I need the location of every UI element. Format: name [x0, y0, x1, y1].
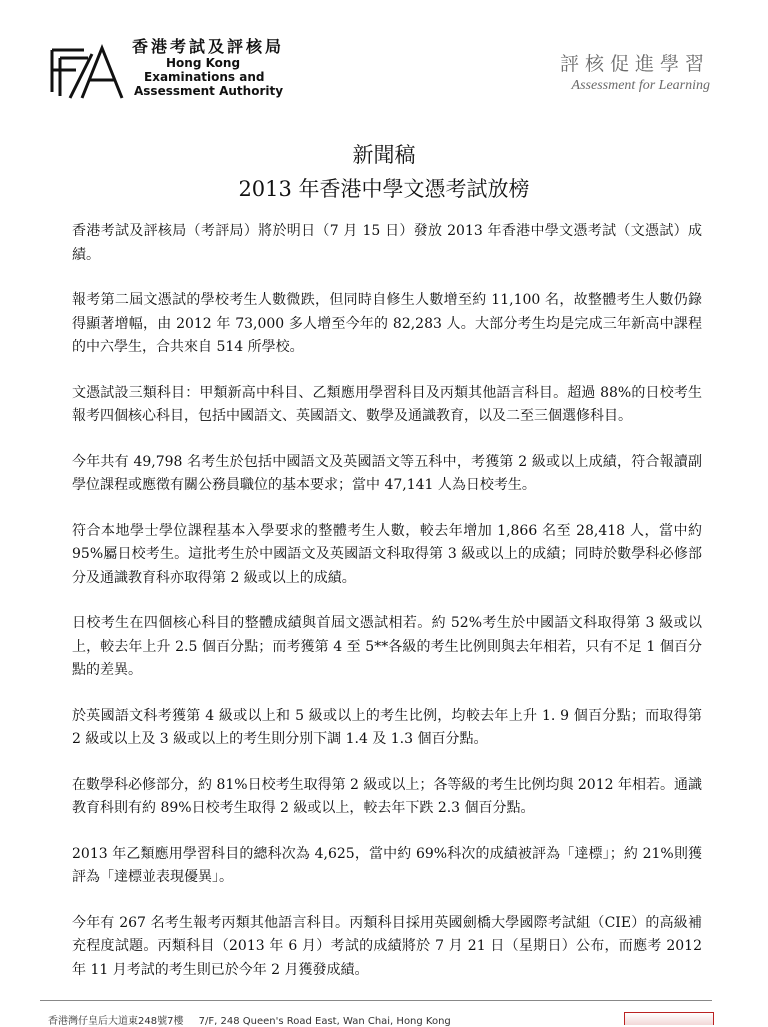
paragraph-1: 香港考試及評核局（考評局）將於明日（7 月 15 日）發放 2013 年香港中學文憑考試（文憑試）成績。	[72, 223, 702, 263]
tagline-zh: 評核促進學習	[559, 53, 710, 75]
footer-address	[48, 1012, 463, 1027]
tagline-en: Assessment for Learning	[571, 78, 710, 93]
title-press-release: 新聞稿	[352, 143, 416, 167]
paragraph-9: 2013 年乙類應用學習科目的總科次為 4,625，當中約 69%科次的成績被評為「達標」；約 21%則獲評為「達標並表現優異」。	[72, 845, 702, 885]
org-name-en-line3: Assessment Authority	[134, 84, 284, 98]
org-name-zh: 香港考試及評核局	[132, 37, 285, 56]
org-name-en-line1: Hong Kong	[166, 56, 241, 70]
footer-divider	[40, 1000, 712, 1001]
paragraph-4: 今年共有 49,798 名考生於包括中國語文及英國語文等五科中，考獲第 2 級或以上成績，符合報讀副學位課程或應徵有關公務員職位的基本要求；當中 47,141 人為日校考生。	[72, 453, 702, 493]
organization-name	[132, 38, 352, 98]
press-release-title	[0, 138, 768, 206]
body-content	[72, 220, 702, 1004]
footer-address-en: 7/F, 248 Queen's Road East, Wan Chai, Hong Kong	[198, 1016, 451, 1027]
org-name-en-line2: Examinations and	[144, 70, 265, 84]
tagline	[560, 52, 710, 96]
paragraph-8: 在數學科必修部分，約 81%日校考生取得第 2 級或以上；各等級的考生比例均與 2012 年相若。通識教育科則有約 89%日校考生取得 2 級或以上，較去年下跌 2.3 個百分點。	[72, 776, 702, 816]
hkeaa-logo-icon	[48, 40, 128, 102]
paragraph-3: 文憑試設三類科目：甲類新高中科目、乙類應用學習科目及丙類其他語言科目。超過 88%的日校考生報考四個核心科目，包括中國語文、英國語文、數學及通識教育，以及二至三個選修科目。	[72, 384, 702, 424]
paragraph-7: 於英國語文科考獲第 4 級或以上和 5 級或以上的考生比例，均較去年上升 1. 9 個百分點；而取得第 2 級或以上及 3 級或以上的考生則分別下調 1.4 及 1.3 個百分點。	[72, 707, 702, 747]
paragraph-5: 符合本地學士學位課程基本入學要求的整體考生人數，較去年增加 1,866 名至 28,418 人，當中約 95%屬日校考生。這批考生於中國語文及英國語文科取得第 3 級或以上的成績；同時於數學科必修部分及通識教育科亦取得第 2 級或以上的成績。	[72, 522, 702, 586]
letterhead	[48, 36, 728, 106]
paragraph-10: 今年有 267 名考生報考丙類其他語言科目。丙類科目採用英國劍橋大學國際考試組（CIE）的高級補充程度試題。丙類科目（2013 年 6 月）考試的成績將於 7 月 21 日（星期日）公布，而應考 2012 年 11 月考試的考生則已於今年 2 月獲發成績。	[72, 914, 702, 978]
org-name-en	[132, 56, 352, 98]
footer-badge-icon	[624, 1012, 714, 1025]
title-headline: 2013 年香港中學文憑考試放榜	[238, 177, 530, 201]
footer-address-zh: 香港灣仔皇后大道東248號7樓	[48, 1016, 184, 1027]
paragraph-6: 日校考生在四個核心科目的整體成績與首屆文憑試相若。約 52%考生於中國語文科取得第 3 級或以上，較去年上升 2.5 個百分點；而考獲第 4 至 5**各級的考生比例則與去年相若，只有不足 1 個百分點的差異。	[72, 615, 702, 678]
paragraph-2: 報考第二屆文憑試的學校考生人數微跌，但同時自修生人數增至約 11,100 名，故整體考生人數仍錄得顯著增幅，由 2012 年 73,000 多人增至今年的 82,283 人。大部分考生均是完成三年新高中課程的中六學生，合共來自 514 所學校。	[72, 292, 702, 355]
